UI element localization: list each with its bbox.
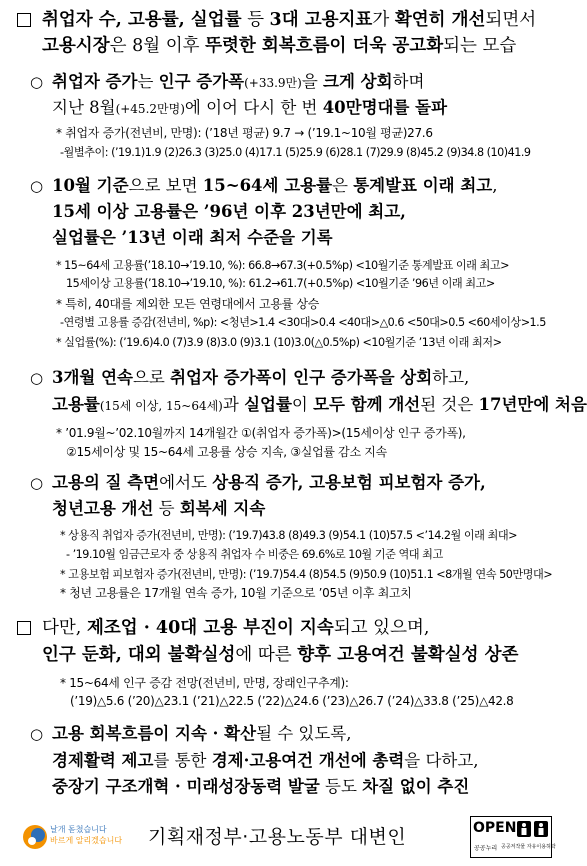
bullet-circle: ○ xyxy=(30,73,44,91)
s2-line3: 실업률은 ’13년 이래 최저 수준을 기록 xyxy=(52,228,333,247)
p2-line2: 인구 둔화, 대외 불확실성에 따른 향후 고용여건 불확실성 상존 xyxy=(42,645,519,665)
s5-line2: 경제활력 제고를 통한 경제·고용여건 개선에 총력을 다하고, xyxy=(52,751,479,770)
checkbox-square xyxy=(17,621,31,635)
s5-line1: 고용 회복흐름이 지속 · 확산될 수 있도록, xyxy=(52,724,352,743)
s1-line2: 지난 8월(+45.2만명)에 이어 다시 한 번 40만명대를 돌파 xyxy=(52,98,448,117)
s1-note-2: -월별추이: (’19.1)1.9 (2)26.3 (3)25.0 (4)17.1 (5)25.9 (6)28.1 (7)29.9 (8)45.2 (9)34.8 (10)41.9 xyxy=(60,146,531,159)
ministry-emblem-icon xyxy=(20,822,50,852)
logo-line-2: 바르게 알리겠습니다 xyxy=(50,836,123,845)
s3-line1: 3개월 연속으로 취업자 증가폭이 인구 증가폭을 상회하고, xyxy=(52,368,470,387)
s4-note-4: * 청년 고용률은 17개월 연속 증가, 10월 기준으로 ’05년 이후 최고치 xyxy=(60,586,412,600)
footer-title: 기획재정부·고용노동부 대변인 xyxy=(148,826,407,848)
s1-note-1: * 취업자 증가(전년비, 만명): (’18년 평균) 9.7 → (’19.1~10월 평균)27.6 xyxy=(56,126,433,140)
s2-line2: 15세 이상 고용률은 ’96년 이후 23년만에 최고, xyxy=(52,202,406,221)
s3-note-2: ②15세이상 및 15~64세 고용률 상승 지속, ③실업률 감소 지속 xyxy=(66,445,387,459)
bullet-circle: ○ xyxy=(30,474,44,492)
open-label: OPEN xyxy=(473,820,517,836)
bullet-circle: ○ xyxy=(30,369,44,387)
s4-line1: 고용의 질 측면에서도 상용직 증가, 고용보험 피보험자 증가, xyxy=(52,473,486,492)
p1-line2: 고용시장은 8월 이후 뚜렷한 회복흐름이 더욱 공고화되는 모습 xyxy=(42,36,517,56)
p2-note-1: * 15~64세 인구 증감 전망(전년비, 만명, 장래인구추계): xyxy=(60,676,349,690)
s2-note-4: -연령별 고용률 증감(전년비, %p): <청년>1.4 <30대>0.4 <40대>△0.6 <50대>0.5 <60세이상>1.5 xyxy=(60,316,546,329)
s4-note-1: * 상용직 취업자 증가(전년비, 만명): (’19.7)43.8 (8)49.3 (9)54.1 (10)57.5 <’14.2월 이래 최대> xyxy=(60,529,518,542)
bullet-circle: ○ xyxy=(30,177,44,195)
s4-note-3: * 고용보험 피보험자 증가(전년비, 만명): (’19.7)54.4 (8)54.5 (9)50.9 (10)51.1 <8개월 연속 50만명대> xyxy=(60,568,553,581)
s2-line1: 10월 기준으로 보면 15~64세 고용률은 통계발표 이래 최고, xyxy=(52,176,498,195)
s2-note-1: * 15~64세 고용률(’18.10→’19.10, %): 66.8→67.3(+0.5%p) <10월기준 통계발표 이래 최고> xyxy=(56,259,510,272)
s2-note-3: * 특히, 40대를 제외한 모든 연령대에서 고용률 상승 xyxy=(56,297,320,311)
s4-line2: 청년고용 개선 등 회복세 지속 xyxy=(52,499,266,518)
s3-note-1: * ’01.9월~’02.10월까지 14개월간 ①(취업자 증가폭)>(15세이상 인구 증가폭), xyxy=(56,426,466,440)
checkbox-square xyxy=(17,13,31,27)
s2-note-5: * 실업률(%): (’19.6)4.0 (7)3.9 (8)3.0 (9)3.1 (10)3.0(△0.5%p) <10월기준 ’13년 이래 최저> xyxy=(56,336,502,349)
footer xyxy=(0,818,574,866)
s2-note-2: 15세이상 고용률(’18.10→’19.10, %): 61.2→61.7(+0.5%p) <10월기준 ’96년 이래 최고> xyxy=(66,277,495,290)
p2-note-2: (’19)△5.6 (’20)△23.1 (’21)△22.5 (’22)△24.6 (’23)△26.7 (’24)△33.8 (’25)△42.8 xyxy=(70,694,514,708)
s3-line2: 고용률(15세 이상, 15~64세)과 실업률이 모두 함께 개선된 것은 17년만에 처음 xyxy=(52,395,587,414)
s5-line3: 중장기 구조개혁 · 미래성장동력 발굴 등도 차질 없이 추진 xyxy=(52,777,470,796)
p1-line1: 취업자 수, 고용률, 실업률 등 3대 고용지표가 확연히 개선되면서 xyxy=(42,10,537,30)
s1-line1: 취업자 증가는 인구 증가폭(+33.9만)을 크게 상회하며 xyxy=(52,72,425,91)
logo-line-1: 날개 돋쳤습니다 xyxy=(50,825,107,834)
open-sub-2: 공공저작물 자유이용허락 xyxy=(501,844,556,850)
ministry-logo xyxy=(20,818,130,858)
s4-note-2: - ’19.10월 임금근로자 중 상용직 취업자 수 비중은 69.6%로 10월 기준 역대 최고 xyxy=(66,548,443,561)
bullet-circle: ○ xyxy=(30,725,44,743)
p2-line1: 다만, 제조업 · 40대 고용 부진이 지속되고 있으며, xyxy=(42,618,430,638)
open-license-badge xyxy=(470,816,556,858)
license-symbols-icon xyxy=(517,821,549,839)
open-sub-1: 공공누리 xyxy=(474,845,498,852)
